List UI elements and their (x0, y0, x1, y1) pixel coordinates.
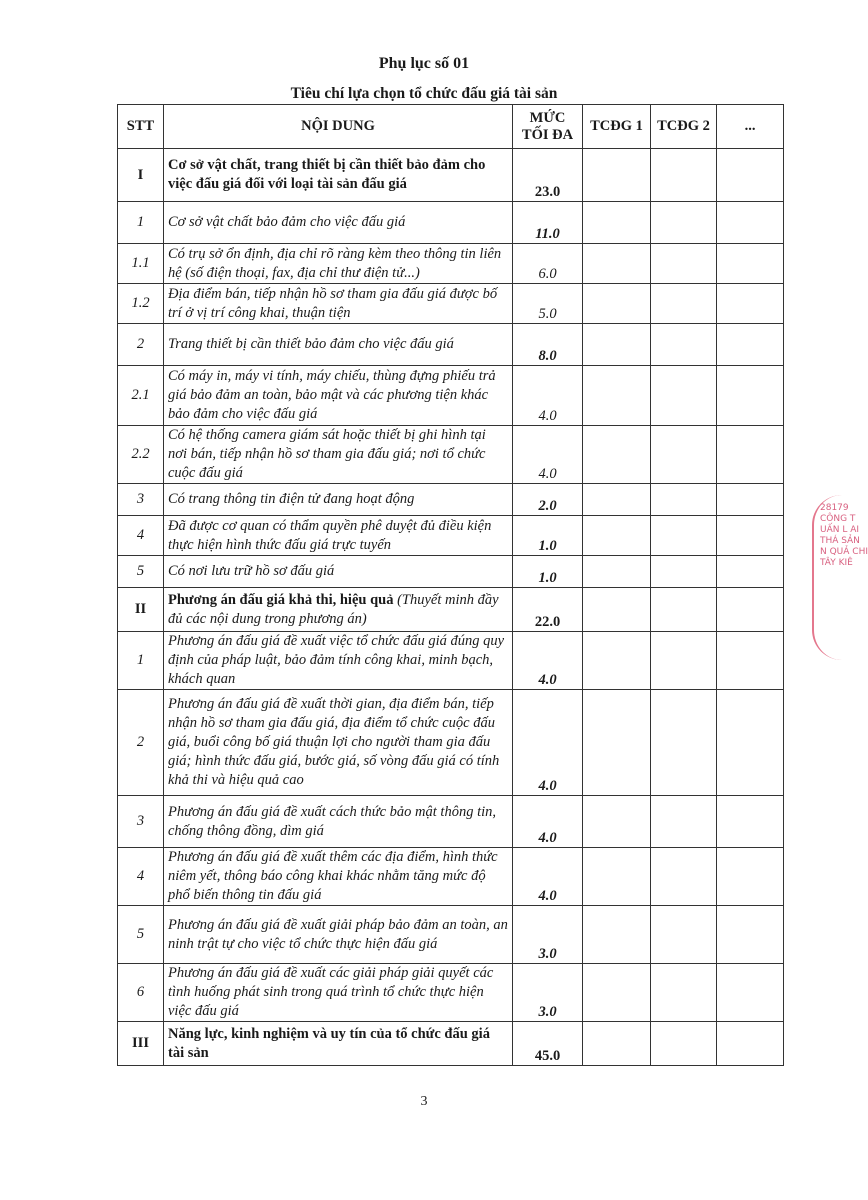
row-tcdg-1 (583, 284, 651, 324)
row-tcdg-1 (583, 149, 651, 202)
table-row (118, 906, 784, 964)
row-content (164, 324, 513, 366)
row-max-score: 23.0 (513, 149, 583, 202)
row-more (717, 366, 784, 426)
row-more (717, 324, 784, 366)
row-tcdg-1 (583, 848, 651, 906)
row-content (164, 149, 513, 202)
appendix-subheading: Tiêu chí lựa chọn tổ chức đấu giá tài sản (290, 85, 558, 102)
row-max-score: 4.0 (513, 426, 583, 484)
row-max-score: 4.0 (513, 366, 583, 426)
row-content-text: Có trụ sở ổn định, địa chỉ rõ ràng kèm theo thông tin liên hệ (số điện thoại, fax, địa chỉ thư điện tử...) (168, 245, 502, 281)
row-more (717, 244, 784, 284)
row-stt: 2.1 (118, 366, 164, 426)
row-stt: 4 (118, 848, 164, 906)
row-content-text: Phương án đấu giá đề xuất việc tổ chức đấu giá đúng quy định của pháp luật, bảo đảm tính công khai, minh bạch, khách quan (168, 633, 505, 687)
table-row (118, 366, 784, 426)
row-content-text: Cơ sở vật chất bảo đảm cho việc đấu giá (168, 214, 406, 230)
row-more (717, 284, 784, 324)
row-more (717, 1022, 784, 1066)
row-content (164, 484, 513, 516)
row-content (164, 366, 513, 426)
row-tcdg-2 (651, 588, 717, 632)
table-header-row (118, 105, 784, 149)
row-more (717, 426, 784, 484)
row-tcdg-1 (583, 516, 651, 556)
row-stt: 1 (118, 632, 164, 690)
row-content-text: Phương án đấu giá đề xuất thời gian, địa điểm bán, tiếp nhận hồ sơ tham gia đấu giá, địa điểm tổ chức cuộc đấu giá, buổi công bố giá thuận lợi cho người tham gia đấu giá; hình thức đấu giá, bước giá, số vòng đấu giá có tính khả thi và hiệu quả cao (168, 696, 500, 788)
row-tcdg-1 (583, 202, 651, 244)
row-tcdg-1 (583, 426, 651, 484)
row-max-score: 4.0 (513, 848, 583, 906)
criteria-table (117, 104, 784, 1066)
row-more (717, 796, 784, 848)
row-content-text: Trang thiết bị cần thiết bảo đảm cho việc đấu giá (168, 336, 454, 352)
row-content-text: Có nơi lưu trữ hồ sơ đấu giá (168, 563, 335, 579)
row-content-text: Có hệ thống camera giám sát hoặc thiết bị ghi hình tại nơi bán, tiếp nhận hồ sơ tham gia đấu giá; nơi tổ chức cuộc đấu giá (168, 427, 486, 481)
row-max-score: 3.0 (513, 906, 583, 964)
row-tcdg-1 (583, 906, 651, 964)
table-row (118, 1022, 784, 1066)
row-tcdg-2 (651, 426, 717, 484)
row-tcdg-1 (583, 964, 651, 1022)
row-more (717, 484, 784, 516)
table-row (118, 516, 784, 556)
row-tcdg-2 (651, 556, 717, 588)
row-content-text: Phương án đấu giá đề xuất các giải pháp giải quyết các tình huống phát sinh trong quá trình tổ chức thực hiện việc đấu giá (168, 965, 494, 1019)
row-stt: 5 (118, 906, 164, 964)
row-max-score: 45.0 (513, 1022, 583, 1066)
table-row (118, 149, 784, 202)
row-more (717, 149, 784, 202)
row-content (164, 964, 513, 1022)
red-seal-stamp: 28179 CÔNG T UẤN L AI THÁ SẢN N QUẢ CHI TÂY KIÊ (812, 495, 868, 660)
row-stt: 1.2 (118, 284, 164, 324)
row-tcdg-2 (651, 324, 717, 366)
row-tcdg-2 (651, 516, 717, 556)
row-stt: 2.2 (118, 426, 164, 484)
row-content (164, 632, 513, 690)
row-tcdg-2 (651, 632, 717, 690)
table-row (118, 484, 784, 516)
row-tcdg-1 (583, 690, 651, 796)
table-body (118, 149, 784, 1066)
row-max-score: 11.0 (513, 202, 583, 244)
row-content (164, 284, 513, 324)
row-tcdg-2 (651, 366, 717, 426)
table-row (118, 588, 784, 632)
row-more (717, 848, 784, 906)
row-content (164, 556, 513, 588)
row-max-score: 4.0 (513, 632, 583, 690)
row-tcdg-1 (583, 324, 651, 366)
row-content-text: Có trang thông tin điện tử đang hoạt động (168, 491, 415, 507)
table-row (118, 632, 784, 690)
row-stt: 4 (118, 516, 164, 556)
row-tcdg-1 (583, 484, 651, 516)
row-max-score: 4.0 (513, 796, 583, 848)
row-content (164, 906, 513, 964)
row-stt: 2 (118, 324, 164, 366)
row-content-text: Cơ sở vật chất, trang thiết bị cần thiết bảo đảm cho việc đấu giá đối với loại tài sản đấu giá (168, 157, 486, 192)
row-more (717, 516, 784, 556)
row-content-text: Có máy in, máy vi tính, máy chiếu, thùng đựng phiếu trả giá bảo đảm an toàn, bảo mật và các phương tiện khác bảo đảm cho việc đấu giá (168, 368, 496, 422)
table-row (118, 556, 784, 588)
row-content (164, 848, 513, 906)
table-row (118, 848, 784, 906)
row-tcdg-1 (583, 556, 651, 588)
row-content (164, 1022, 513, 1066)
row-stt: 1 (118, 202, 164, 244)
header-stt: STT (118, 105, 164, 149)
row-max-score: 8.0 (513, 324, 583, 366)
row-stt: 6 (118, 964, 164, 1022)
header-tcdg-2: TCĐG 2 (651, 105, 717, 149)
header-tcdg-1: TCĐG 1 (583, 105, 651, 149)
row-more (717, 964, 784, 1022)
row-content (164, 588, 513, 632)
row-stt: 5 (118, 556, 164, 588)
row-content-text: Phương án đấu giá khả thi, hiệu quả (168, 591, 394, 608)
table-row (118, 244, 784, 284)
row-stt: I (118, 149, 164, 202)
row-content (164, 516, 513, 556)
row-content (164, 690, 513, 796)
row-max-score: 22.0 (513, 588, 583, 632)
row-content-note: (Thuyết minh đầy đủ các nội dung trong phương án) (168, 591, 499, 627)
row-stt: II (118, 588, 164, 632)
row-tcdg-2 (651, 484, 717, 516)
page-number: 3 (420, 1094, 428, 1109)
row-tcdg-2 (651, 149, 717, 202)
row-max-score: 1.0 (513, 516, 583, 556)
row-content-text: Đã được cơ quan có thẩm quyền phê duyệt đủ điều kiện thực hiện hình thức đấu giá trực tuyến (168, 517, 492, 553)
table-row (118, 426, 784, 484)
table-row (118, 202, 784, 244)
row-max-score: 6.0 (513, 244, 583, 284)
row-max-score: 2.0 (513, 484, 583, 516)
row-tcdg-1 (583, 244, 651, 284)
row-tcdg-2 (651, 906, 717, 964)
row-max-score: 1.0 (513, 556, 583, 588)
header-content: NỘI DUNG (164, 105, 513, 149)
row-tcdg-2 (651, 964, 717, 1022)
table-row (118, 324, 784, 366)
row-tcdg-1 (583, 796, 651, 848)
row-tcdg-1 (583, 366, 651, 426)
row-stt: III (118, 1022, 164, 1066)
table-row (118, 964, 784, 1022)
row-tcdg-2 (651, 284, 717, 324)
row-tcdg-2 (651, 796, 717, 848)
table-row (118, 690, 784, 796)
row-tcdg-2 (651, 848, 717, 906)
row-more (717, 632, 784, 690)
row-max-score: 3.0 (513, 964, 583, 1022)
row-stt: 3 (118, 796, 164, 848)
row-content (164, 426, 513, 484)
row-tcdg-2 (651, 202, 717, 244)
row-tcdg-1 (583, 632, 651, 690)
row-more (717, 906, 784, 964)
row-tcdg-2 (651, 244, 717, 284)
row-stt: 1.1 (118, 244, 164, 284)
row-content-text: Năng lực, kinh nghiệm và uy tín của tổ chức đấu giá tài sản (168, 1025, 490, 1061)
header-max-score: MỨC TỐI ĐA (513, 105, 583, 149)
row-max-score: 4.0 (513, 690, 583, 796)
row-more (717, 690, 784, 796)
row-content-text: Địa điểm bán, tiếp nhận hồ sơ tham gia đấu giá được bố trí ở vị trí công khai, thuận tiện (168, 285, 498, 321)
row-content (164, 244, 513, 284)
row-stt: 3 (118, 484, 164, 516)
row-more (717, 202, 784, 244)
row-tcdg-1 (583, 1022, 651, 1066)
row-more (717, 556, 784, 588)
row-content-text: Phương án đấu giá đề xuất cách thức bảo mật thông tin, chống thông đồng, dìm giá (168, 803, 497, 839)
row-max-score: 5.0 (513, 284, 583, 324)
row-tcdg-1 (583, 588, 651, 632)
row-tcdg-2 (651, 690, 717, 796)
table-row (118, 796, 784, 848)
row-content (164, 202, 513, 244)
row-more (717, 588, 784, 632)
row-content-text: Phương án đấu giá đề xuất giải pháp bảo đảm an toàn, an ninh trật tự cho việc tổ chức thực hiện đấu giá (168, 916, 508, 952)
row-content-text: Phương án đấu giá đề xuất thêm các địa điểm, hình thức niêm yết, thông báo công khai khác nhằm tăng mức độ phổ biến thông tin đấu giá (168, 849, 498, 903)
row-content (164, 796, 513, 848)
row-stt: 2 (118, 690, 164, 796)
appendix-heading: Phụ lục số 01 (378, 55, 470, 72)
header-more: ... (717, 105, 784, 149)
row-tcdg-2 (651, 1022, 717, 1066)
table-row (118, 284, 784, 324)
